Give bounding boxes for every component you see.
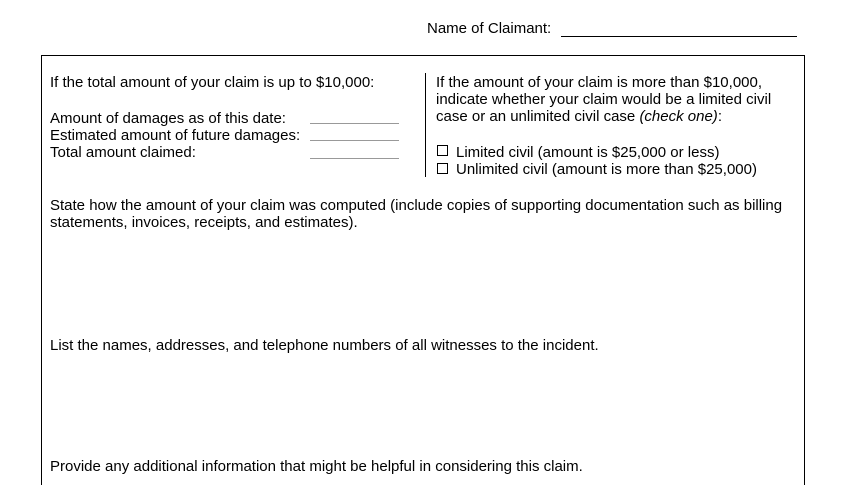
future-damages-label: Estimated amount of future damages: — [50, 127, 301, 144]
claimant-name-label: Name of Claimant: — [427, 20, 552, 37]
total-claimed-field[interactable] — [310, 158, 399, 159]
limited-civil-label: Limited civil (amount is $25,000 or less) — [456, 144, 720, 161]
computation-line-2: statements, invoices, receipts, and estimates). — [50, 214, 358, 231]
damages-to-date-field[interactable] — [310, 123, 399, 124]
right-section-line-2: indicate whether your claim would be a limited civil — [436, 91, 772, 108]
right-section-line-3 — [436, 108, 722, 125]
witnesses-label: List the names, addresses, and telephone numbers of all witnesses to the incident. — [50, 337, 599, 354]
right-section-line-3-text: case or an unlimited civil case — [436, 108, 640, 125]
right-section-line-3-suffix: : — [717, 108, 722, 125]
right-section-line-1: If the amount of your claim is more than $10,000, — [436, 74, 763, 91]
left-section-heading: If the total amount of your claim is up to $10,000: — [50, 74, 375, 91]
damages-to-date-label: Amount of damages as of this date: — [50, 110, 286, 127]
computation-line-1: State how the amount of your claim was computed (include copies of supporting documentation such as billing — [50, 197, 783, 214]
unlimited-civil-label: Unlimited civil (amount is more than $25,000) — [456, 161, 757, 178]
future-damages-field[interactable] — [310, 140, 399, 141]
claimant-row — [427, 20, 797, 37]
unlimited-civil-checkbox[interactable] — [437, 163, 448, 174]
section-divider — [425, 73, 426, 177]
claimant-name-field[interactable] — [561, 20, 797, 37]
total-claimed-label: Total amount claimed: — [50, 144, 196, 161]
limited-civil-checkbox[interactable] — [437, 145, 448, 156]
additional-info-label: Provide any additional information that might be helpful in considering this claim. — [50, 458, 583, 475]
check-one-note: (check one) — [639, 108, 718, 125]
